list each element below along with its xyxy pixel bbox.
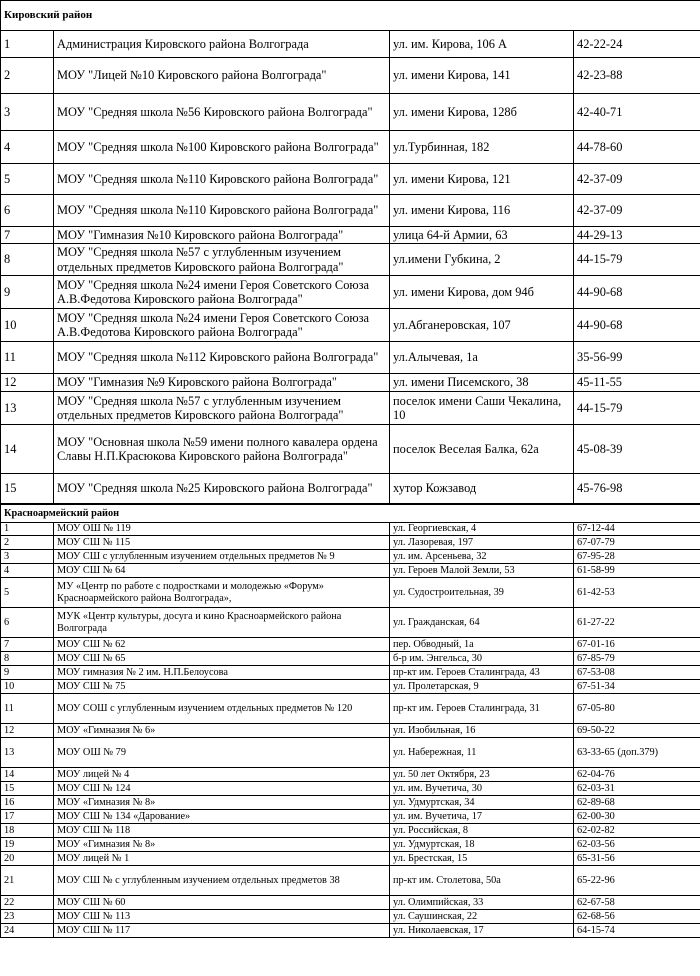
cell-name: МОУ СШ № 64	[54, 564, 390, 578]
cell-num: 11	[1, 342, 54, 374]
cell-name: МОУ "Лицей №10 Кировского района Волгограда"	[54, 58, 390, 94]
cell-name: МОУ "Средняя школа №57 с углубленным изучением отдельных предметов Кировского района Волгограда"	[54, 392, 390, 425]
cell-phone: 67-85-79	[574, 652, 700, 666]
table-row	[1, 824, 700, 838]
cell-name: МОУ СШ № 115	[54, 536, 390, 550]
cell-address: ул. имени Кирова, дом 94б	[390, 276, 574, 309]
cell-name: МОУ «Гимназия № 8»	[54, 838, 390, 852]
cell-phone: 61-42-53	[574, 578, 700, 608]
cell-num: 22	[1, 896, 54, 910]
cell-address: ул. имени Писемского, 38	[390, 374, 574, 392]
table-row	[1, 31, 700, 58]
cell-name: МОУ СШ № 117	[54, 924, 390, 938]
cell-num: 9	[1, 666, 54, 680]
cell-address: б-р им. Энгельса, 30	[390, 652, 574, 666]
cell-name: МОУ "Средняя школа №112 Кировского района Волгограда"	[54, 342, 390, 374]
cell-phone: 42-22-24	[574, 31, 700, 58]
cell-name: МОУ "Основная школа №59 имени полного кавалера ордена Славы Н.П.Красюкова Кировского района Волгограда"	[54, 425, 390, 474]
cell-phone: 42-40-71	[574, 94, 700, 131]
table-row	[1, 896, 700, 910]
section-title: Красноармейский район	[1, 505, 700, 523]
cell-address: ул. Героев Малой Земли, 53	[390, 564, 574, 578]
cell-address: ул. Олимпийская, 33	[390, 896, 574, 910]
cell-name: МОУ лицей № 4	[54, 768, 390, 782]
cell-num: 14	[1, 768, 54, 782]
cell-num: 13	[1, 392, 54, 425]
cell-address: ул. Саушинская, 22	[390, 910, 574, 924]
cell-phone: 67-51-34	[574, 680, 700, 694]
cell-num: 20	[1, 852, 54, 866]
table-row	[1, 866, 700, 896]
table-row	[1, 564, 700, 578]
cell-num: 17	[1, 810, 54, 824]
cell-phone: 63-33-65 (доп.379)	[574, 738, 700, 768]
cell-phone: 42-37-09	[574, 195, 700, 227]
cell-address: пр-кт им. Столетова, 50а	[390, 866, 574, 896]
table-row	[1, 694, 700, 724]
cell-num: 18	[1, 824, 54, 838]
cell-phone: 65-22-96	[574, 866, 700, 896]
cell-name: МОУ СШ № 65	[54, 652, 390, 666]
table-row	[1, 666, 700, 680]
table-row	[1, 474, 700, 504]
cell-num: 6	[1, 195, 54, 227]
table-row	[1, 738, 700, 768]
cell-name: МОУ "Гимназия №9 Кировского района Волгограда"	[54, 374, 390, 392]
cell-name: МОУ "Средняя школа №110 Кировского района Волгограда"	[54, 195, 390, 227]
cell-name: МОУ лицей № 1	[54, 852, 390, 866]
cell-num: 6	[1, 608, 54, 638]
cell-num: 8	[1, 652, 54, 666]
table-row	[1, 536, 700, 550]
table-row	[1, 724, 700, 738]
cell-name: МОУ "Средняя школа №25 Кировского района Волгограда"	[54, 474, 390, 504]
cell-num: 3	[1, 94, 54, 131]
cell-num: 10	[1, 680, 54, 694]
cell-phone: 62-02-82	[574, 824, 700, 838]
table-row	[1, 276, 700, 309]
cell-name: МОУ гимназия № 2 им. Н.П.Белоусова	[54, 666, 390, 680]
cell-address: ул. имени Кирова, 128б	[390, 94, 574, 131]
cell-address: ул. Николаевская, 17	[390, 924, 574, 938]
cell-phone: 44-78-60	[574, 131, 700, 164]
cell-name: МОУ "Гимназия №10 Кировского района Волгограда"	[54, 227, 390, 244]
cell-name: МОУ СШ № с углубленным изучением отдельных предметов 38	[54, 866, 390, 896]
cell-address: пр-кт им. Героев Сталинграда, 43	[390, 666, 574, 680]
cell-phone: 67-53-08	[574, 666, 700, 680]
cell-num: 24	[1, 924, 54, 938]
table-row	[1, 425, 700, 474]
cell-name: МОУ "Средняя школа №110 Кировского района Волгограда"	[54, 164, 390, 195]
cell-num: 4	[1, 131, 54, 164]
cell-num: 14	[1, 425, 54, 474]
cell-phone: 62-03-31	[574, 782, 700, 796]
cell-name: МОУ "Средняя школа №24 имени Героя Советского Союза А.В.Федотова Кировского района Волгограда"	[54, 276, 390, 309]
cell-num: 19	[1, 838, 54, 852]
cell-address: ул.Абганеровская, 107	[390, 309, 574, 342]
cell-address: ул. им. Вучетича, 17	[390, 810, 574, 824]
table-row	[1, 195, 700, 227]
cell-address: ул. имени Кирова, 116	[390, 195, 574, 227]
cell-num: 21	[1, 866, 54, 896]
cell-num: 5	[1, 578, 54, 608]
cell-address: улица 64-й Армии, 63	[390, 227, 574, 244]
cell-num: 3	[1, 550, 54, 564]
table-row	[1, 164, 700, 195]
cell-phone: 67-05-80	[574, 694, 700, 724]
cell-name: МОУ "Средняя школа №24 имени Героя Советского Союза А.В.Федотова Кировского района Волгограда"	[54, 309, 390, 342]
cell-name: МОУ ОШ № 119	[54, 523, 390, 536]
cell-address: поселок Веселая Балка, 62а	[390, 425, 574, 474]
cell-phone: 61-58-99	[574, 564, 700, 578]
cell-num: 15	[1, 474, 54, 504]
cell-phone: 62-67-58	[574, 896, 700, 910]
cell-name: МОУ СШ № 124	[54, 782, 390, 796]
cell-phone: 45-11-55	[574, 374, 700, 392]
cell-phone: 45-76-98	[574, 474, 700, 504]
cell-num: 8	[1, 244, 54, 276]
cell-phone: 64-15-74	[574, 924, 700, 938]
table-row	[1, 244, 700, 276]
table-row	[1, 309, 700, 342]
cell-name: МОУ СШ № 62	[54, 638, 390, 652]
cell-num: 1	[1, 31, 54, 58]
cell-name: МОУ СШ с углубленным изучением отдельных предметов № 9	[54, 550, 390, 564]
cell-name: МОУ СШ № 118	[54, 824, 390, 838]
table-row	[1, 852, 700, 866]
cell-name: МОУ СШ № 60	[54, 896, 390, 910]
cell-phone: 44-90-68	[574, 309, 700, 342]
cell-num: 16	[1, 796, 54, 810]
cell-phone: 42-37-09	[574, 164, 700, 195]
section-title-row	[1, 505, 700, 523]
cell-address: ул. Брестская, 15	[390, 852, 574, 866]
table-row	[1, 578, 700, 608]
krasnoarmeysky-district-table	[0, 504, 700, 938]
table-row	[1, 924, 700, 938]
table-row	[1, 342, 700, 374]
table-row	[1, 523, 700, 536]
table-row	[1, 638, 700, 652]
cell-address: ул. имени Кирова, 141	[390, 58, 574, 94]
table-row	[1, 782, 700, 796]
cell-num: 7	[1, 227, 54, 244]
cell-address: пр-кт им. Героев Сталинграда, 31	[390, 694, 574, 724]
cell-address: ул. Гражданская, 64	[390, 608, 574, 638]
cell-num: 9	[1, 276, 54, 309]
cell-phone: 67-07-79	[574, 536, 700, 550]
cell-num: 11	[1, 694, 54, 724]
cell-name: Администрация Кировского района Волгограда	[54, 31, 390, 58]
table-row	[1, 227, 700, 244]
table-row	[1, 392, 700, 425]
cell-num: 12	[1, 374, 54, 392]
cell-address: ул. им. Кирова, 106 А	[390, 31, 574, 58]
cell-phone: 62-04-76	[574, 768, 700, 782]
cell-address: поселок имени Саши Чекалина, 10	[390, 392, 574, 425]
cell-num: 4	[1, 564, 54, 578]
cell-address: ул. Георгиевская, 4	[390, 523, 574, 536]
cell-name: МУ «Центр по работе с подростками и молодежью «Форум» Красноармейского района Волгограда»,	[54, 578, 390, 608]
section-title-row	[1, 1, 700, 31]
cell-phone: 67-95-28	[574, 550, 700, 564]
cell-address: ул. Удмуртская, 34	[390, 796, 574, 810]
cell-num: 1	[1, 523, 54, 536]
cell-name: МОУ СОШ с углубленным изучением отдельных предметов № 120	[54, 694, 390, 724]
section-title: Кировский район	[1, 1, 700, 31]
cell-address: ул.Алычевая, 1а	[390, 342, 574, 374]
cell-address: ул. Пролетарская, 9	[390, 680, 574, 694]
cell-name: МОУ ОШ № 79	[54, 738, 390, 768]
cell-num: 12	[1, 724, 54, 738]
cell-num: 2	[1, 58, 54, 94]
cell-address: ул. Удмуртская, 18	[390, 838, 574, 852]
cell-phone: 62-00-30	[574, 810, 700, 824]
cell-num: 15	[1, 782, 54, 796]
cell-address: ул. Лазоревая, 197	[390, 536, 574, 550]
cell-num: 7	[1, 638, 54, 652]
cell-phone: 62-03-56	[574, 838, 700, 852]
cell-num: 2	[1, 536, 54, 550]
cell-address: хутор Кожзавод	[390, 474, 574, 504]
table-row	[1, 58, 700, 94]
cell-phone: 61-27-22	[574, 608, 700, 638]
cell-phone: 45-08-39	[574, 425, 700, 474]
cell-address: ул. имени Кирова, 121	[390, 164, 574, 195]
cell-name: МОУ "Средняя школа №56 Кировского района Волгограда"	[54, 94, 390, 131]
cell-phone: 69-50-22	[574, 724, 700, 738]
cell-num: 5	[1, 164, 54, 195]
table-row	[1, 652, 700, 666]
cell-name: МОУ «Гимназия № 8»	[54, 796, 390, 810]
cell-name: МОУ СШ № 134 «Дарование»	[54, 810, 390, 824]
table-row	[1, 810, 700, 824]
cell-address: ул. им. Арсеньева, 32	[390, 550, 574, 564]
table-row	[1, 131, 700, 164]
cell-name: МУК «Центр культуры, досуга и кино Красноармейского района Волгограда	[54, 608, 390, 638]
cell-address: пер. Обводный, 1а	[390, 638, 574, 652]
cell-address: ул. 50 лет Октября, 23	[390, 768, 574, 782]
cell-phone: 44-29-13	[574, 227, 700, 244]
cell-address: ул.имени Губкина, 2	[390, 244, 574, 276]
table-row	[1, 768, 700, 782]
table-row	[1, 796, 700, 810]
table-row	[1, 838, 700, 852]
cell-address: ул. Судостроительная, 39	[390, 578, 574, 608]
cell-num: 23	[1, 910, 54, 924]
cell-phone: 42-23-88	[574, 58, 700, 94]
table-row	[1, 680, 700, 694]
cell-num: 13	[1, 738, 54, 768]
cell-name: МОУ «Гимназия № 6»	[54, 724, 390, 738]
cell-name: МОУ "Средняя школа №100 Кировского района Волгограда"	[54, 131, 390, 164]
table-row	[1, 94, 700, 131]
table-row	[1, 374, 700, 392]
cell-phone: 35-56-99	[574, 342, 700, 374]
table-row	[1, 550, 700, 564]
cell-phone: 67-01-16	[574, 638, 700, 652]
cell-phone: 67-12-44	[574, 523, 700, 536]
cell-address: ул. Российская, 8	[390, 824, 574, 838]
table-row	[1, 910, 700, 924]
cell-name: МОУ СШ № 113	[54, 910, 390, 924]
cell-phone: 44-90-68	[574, 276, 700, 309]
cell-num: 10	[1, 309, 54, 342]
cell-address: ул. Набережная, 11	[390, 738, 574, 768]
cell-address: ул. им. Вучетича, 30	[390, 782, 574, 796]
table-row	[1, 608, 700, 638]
cell-phone: 44-15-79	[574, 244, 700, 276]
cell-phone: 62-89-68	[574, 796, 700, 810]
cell-address: ул.Турбинная, 182	[390, 131, 574, 164]
cell-phone: 65-31-56	[574, 852, 700, 866]
cell-name: МОУ "Средняя школа №57 с углубленным изучением отдельных предметов Кировского района Волгограда"	[54, 244, 390, 276]
cell-phone: 62-68-56	[574, 910, 700, 924]
cell-address: ул. Изобильная, 16	[390, 724, 574, 738]
cell-phone: 44-15-79	[574, 392, 700, 425]
cell-name: МОУ СШ № 75	[54, 680, 390, 694]
